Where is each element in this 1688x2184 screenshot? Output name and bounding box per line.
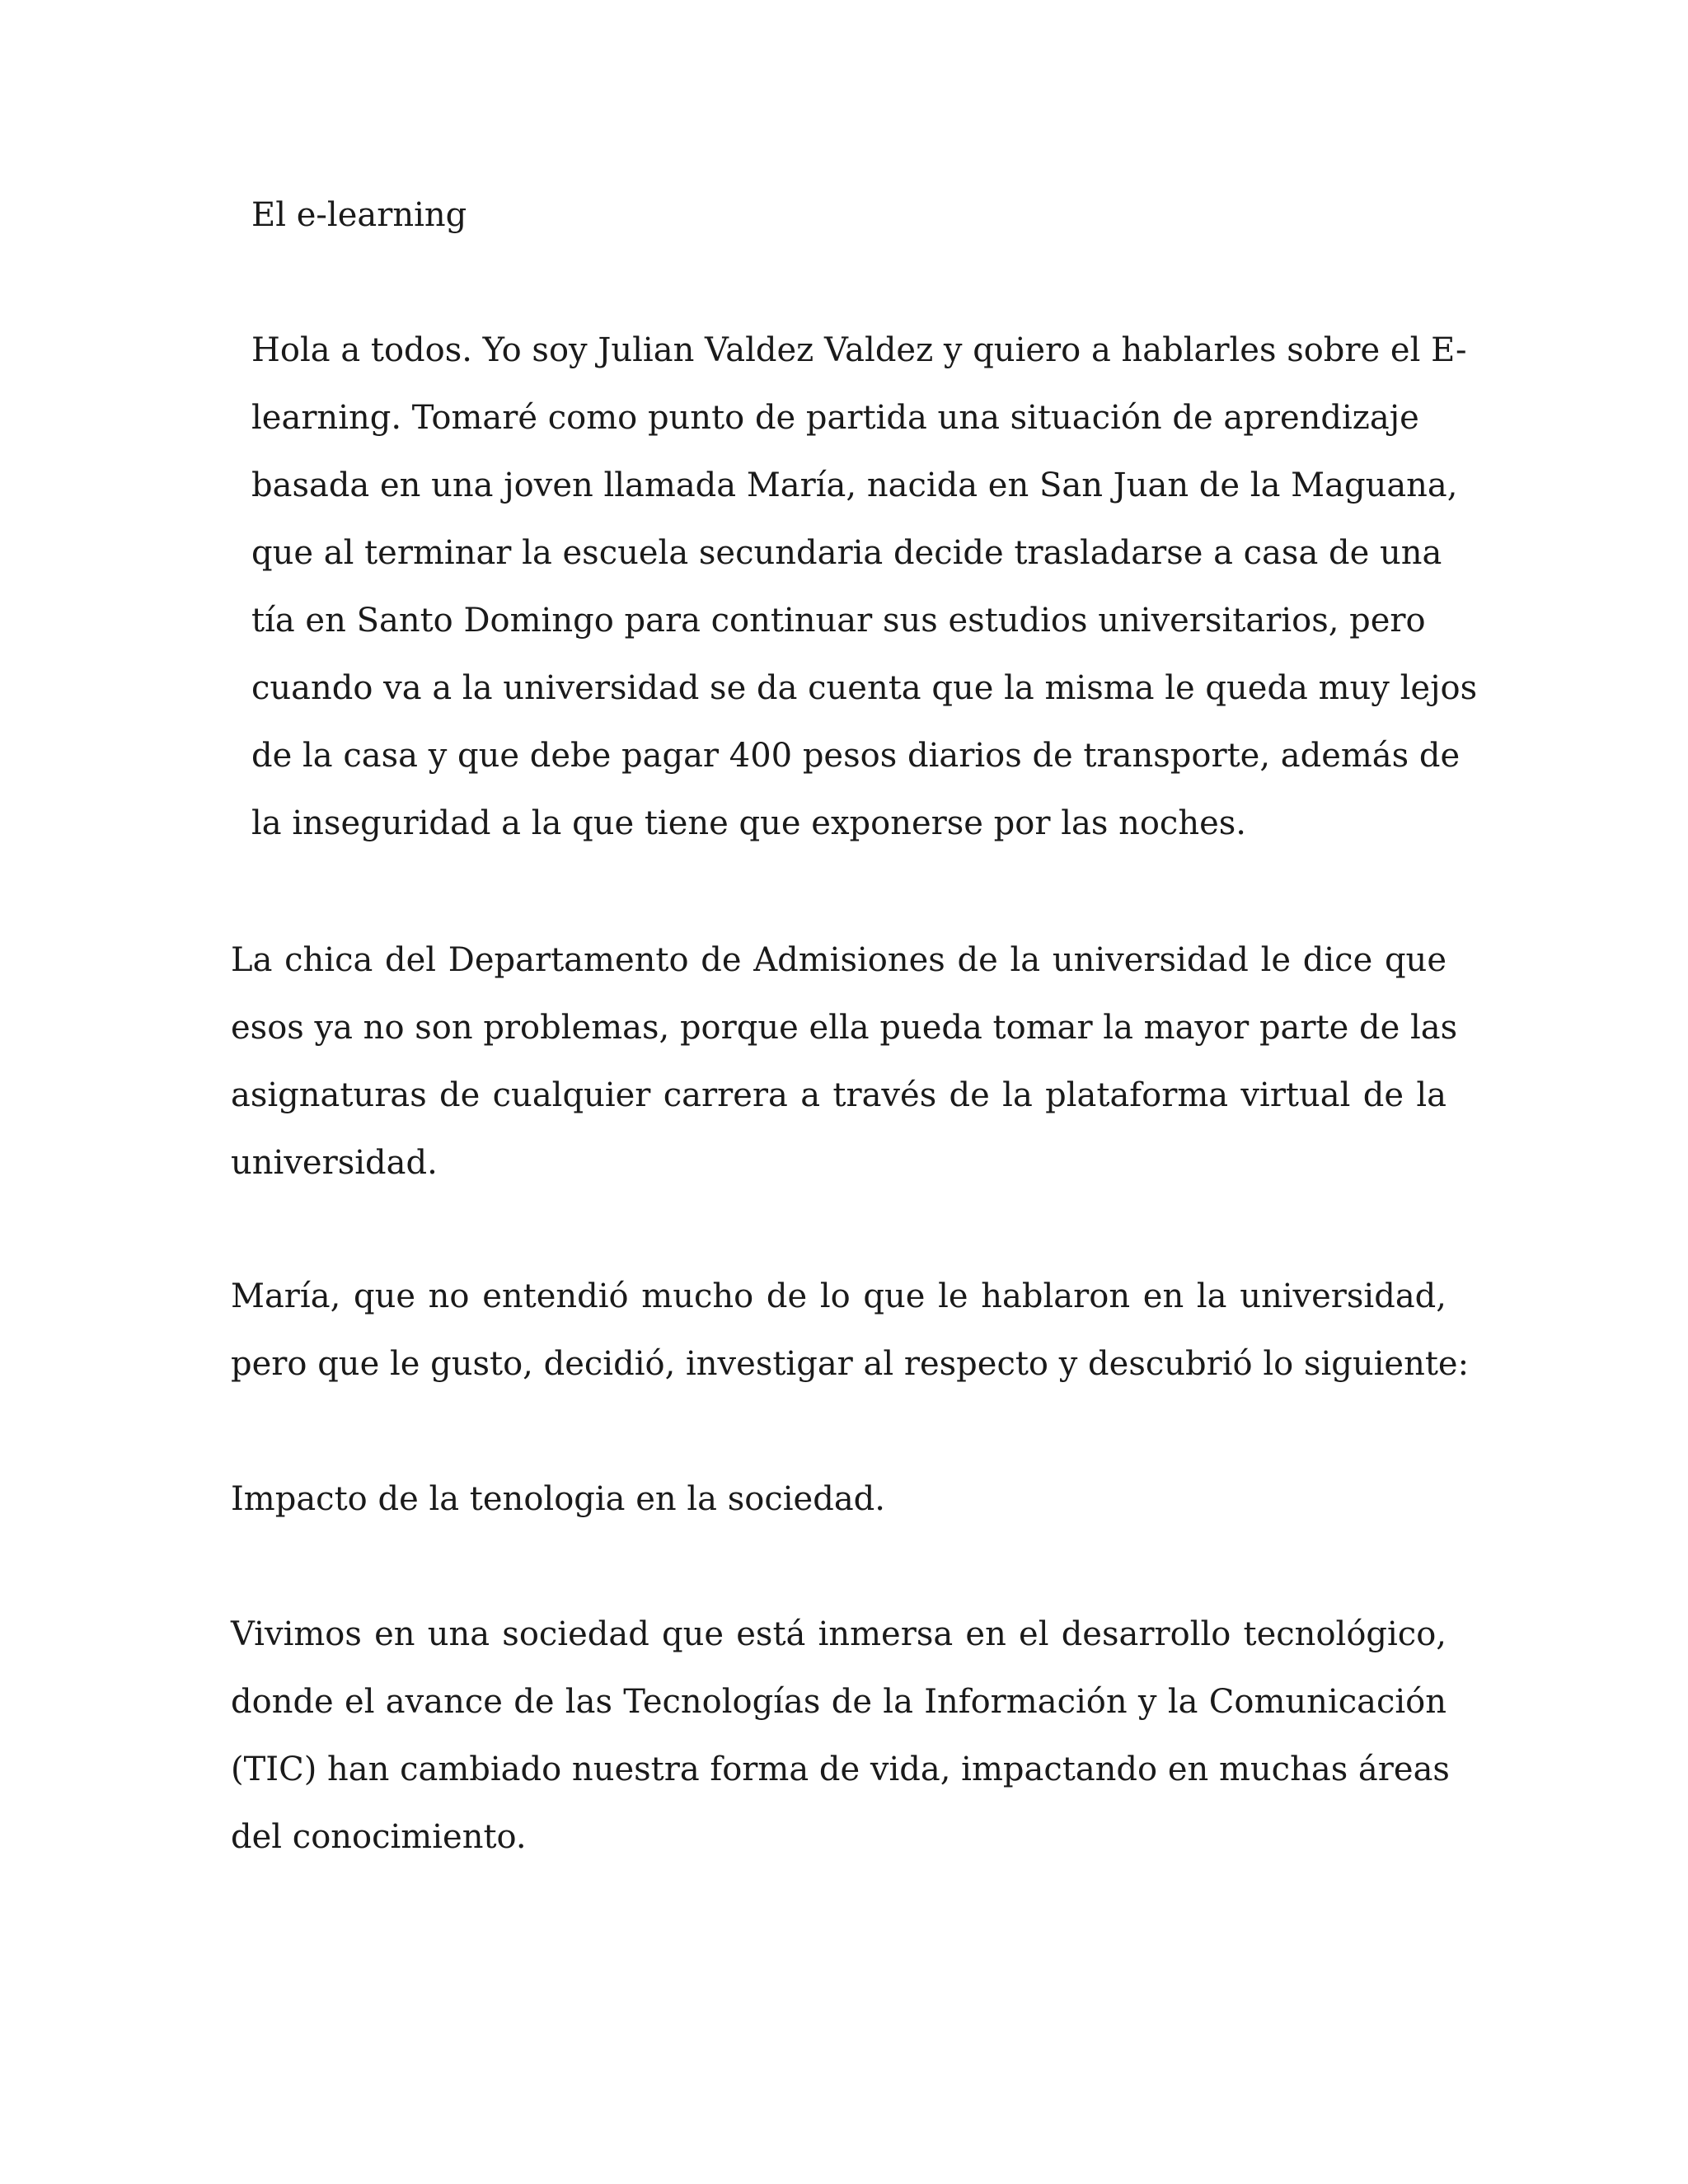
paragraph-line: María, que no entendió mucho de lo que le hablaron en la universidad,: [231, 1277, 1447, 1315]
intro-line: basada en una joven llamada María, nacida en San Juan de la Maguana,: [251, 466, 1458, 504]
intro-paragraph: [251, 316, 1478, 857]
paragraph-line: universidad.: [231, 1144, 438, 1182]
intro-line: tía en Santo Domingo para continuar sus estudios universitarios, pero: [251, 602, 1426, 640]
intro-line: la inseguridad a la que tiene que exponerse por las noches.: [251, 804, 1246, 842]
paragraph-line: La chica del Departamento de Admisiones de la universidad le dice que: [231, 941, 1447, 979]
intro-line: de la casa y que debe pagar 400 pesos diarios de transporte, además de: [251, 737, 1461, 775]
paragraph-line: del conocimiento.: [231, 1818, 527, 1856]
section-heading: Impacto de la tenologia en la sociedad.: [231, 1480, 885, 1518]
intro-line: que al terminar la escuela secundaria decide trasladarse a casa de una: [251, 534, 1442, 572]
intro-line: learning. Tomaré como punto de partida una situación de aprendizaje: [251, 399, 1419, 437]
paragraph-line: donde el avance de las Tecnologías de la Información y la Comunicación: [231, 1683, 1447, 1721]
document-title: El e-learning: [251, 196, 467, 234]
paragraph-line: Vivimos en una sociedad que está inmersa en el desarrollo tecnológico,: [231, 1615, 1447, 1653]
paragraph-line: esos ya no son problemas, porque ella pueda tomar la mayor parte de las: [231, 1009, 1458, 1047]
admissions-paragraph: [231, 926, 1458, 1197]
paragraph-line: asignaturas de cualquier carrera a través de la plataforma virtual de la: [231, 1076, 1447, 1114]
intro-line: Hola a todos. Yo soy Julian Valdez Valdez y quiero a hablarles sobre el E-: [251, 331, 1467, 369]
paragraph-line: pero que le gusto, decidió, investigar al respecto y descubrió lo siguiente:: [231, 1345, 1470, 1383]
paragraph-line: (TIC) han cambiado nuestra forma de vida, impactando en muchas áreas: [231, 1750, 1450, 1788]
maria-paragraph: [231, 1263, 1470, 1398]
society-paragraph: [231, 1601, 1450, 1871]
intro-line: cuando va a la universidad se da cuenta que la misma le queda muy lejos: [251, 669, 1478, 707]
